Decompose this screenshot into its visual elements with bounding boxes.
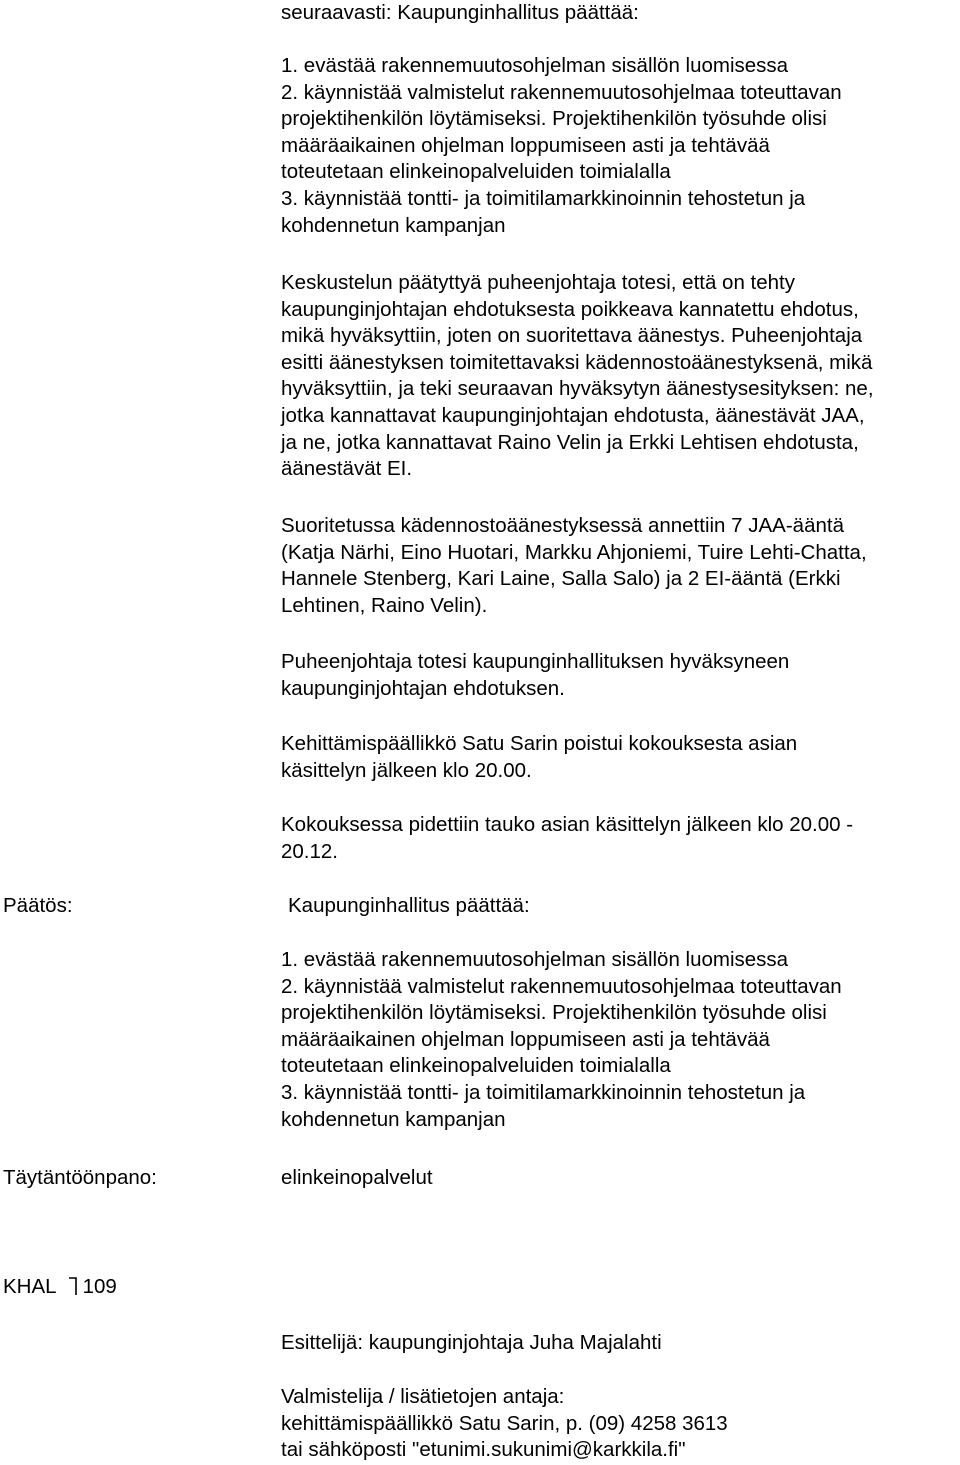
preparer-contact: kehittämispäällikkö Satu Sarin, p. (09) 4258 3613: [281, 1411, 728, 1435]
discussion-paragraph: Keskustelun päätyttyä puheenjohtaja totesi, että on tehty kaupunginjohtajan ehdotuksesta poikkeava kannatettu ehdotus, mikä hyväksyttiin, joten on suoritettava äänestys. Puheenjohtaja esitti äänestyksen toimitettavaksi kädennostoäänestyksenä, mikä hyväksyttiin, ja teki seuraavan hyväksytyn äänestysesityksen: ne, jotka kannattavat kaupunginjohtajan ehdotusta, äänestävät JAA, ja ne, jotka kannattavat Raino Velin ja Erkki Lehtisen ehdotusta, äänestävät EI.: [281, 271, 874, 481]
decision-list: [281, 947, 956, 1133]
decision-item-3: 3. käynnistää tontti- ja toimitilamarkkinoinnin tehostetun ja kohdennetun kampanjan: [281, 1080, 806, 1131]
intro-item-3: 3. käynnistää tontti- ja toimitilamarkkinoinnin tehostetun ja kohdennetun kampanjan: [281, 186, 806, 237]
intro-lead: seuraavasti: Kaupunginhallitus päättää:: [281, 1, 639, 24]
intro-item-1: 1. evästää rakennemuutosohjelman sisällön luomisessa: [281, 54, 789, 77]
item-number: 109: [82, 1275, 117, 1298]
section-mark-icon: [67, 1275, 79, 1297]
preparer-email: tai sähköposti "etunimi.sukunimi@karkkila.fi": [281, 1438, 686, 1462]
break-paragraph: Kokouksessa pidettiin tauko asian käsittelyn jälkeen klo 20.00 - 20.12.: [281, 813, 854, 863]
preparer-label: Valmistelija / lisätietojen antaja:: [281, 1385, 565, 1408]
decision-item-1: 1. evästää rakennemuutosohjelman sisällön luomisessa: [281, 948, 789, 971]
intro-section: [281, 0, 956, 27]
execution-label: Täytäntöönpano:: [3, 1166, 157, 1189]
decision-lead: Kaupunginhallitus päättää:: [288, 894, 530, 917]
decision-item-2: 2. käynnistää valmistelut rakennemuutosohjelmaa toteuttavan projektihenkilön löytämiseksi. Projektihenkilön työsuhde olisi määräaikainen ohjelman loppumiseen asti ja tehtävää toteutetaan elinkeinopalveluiden toimialalla: [281, 974, 842, 1078]
item-code: KHAL: [3, 1275, 57, 1298]
intro-list: [281, 53, 956, 239]
vote-paragraph: Suoritetussa kädennostoäänestyksessä annettiin 7 JAA-ääntä (Katja Närhi, Eino Huotari, Markku Ahjoniemi, Tuire Lehti-Chatta, Hannele Stenberg, Kari Laine, Salla Salo) ja 2 EI-ääntä (Erkki Lehtinen, Raino Velin).: [281, 514, 867, 617]
departure-paragraph: Kehittämispäällikkö Satu Sarin poistui kokouksesta asian käsittelyn jälkeen klo 20.00.: [281, 732, 798, 782]
decision-label: Päätös:: [3, 894, 73, 917]
presenter-line: Esittelijä: kaupunginjohtaja Juha Majalahti: [281, 1331, 662, 1354]
approval-paragraph: Puheenjohtaja totesi kaupunginhallituksen hyväksyneen kaupunginjohtajan ehdotuksen.: [281, 650, 790, 700]
preparer-block: [281, 1384, 956, 1464]
intro-item-2: 2. käynnistää valmistelut rakennemuutosohjelmaa toteuttavan projektihenkilön löytämiseksi. Projektihenkilön työsuhde olisi määräaikainen ohjelman loppumiseen asti ja tehtävää toteutetaan elinkeinopalveluiden toimialalla: [281, 80, 842, 184]
execution-value: elinkeinopalvelut: [281, 1166, 433, 1189]
next-item-header: [3, 1274, 117, 1301]
